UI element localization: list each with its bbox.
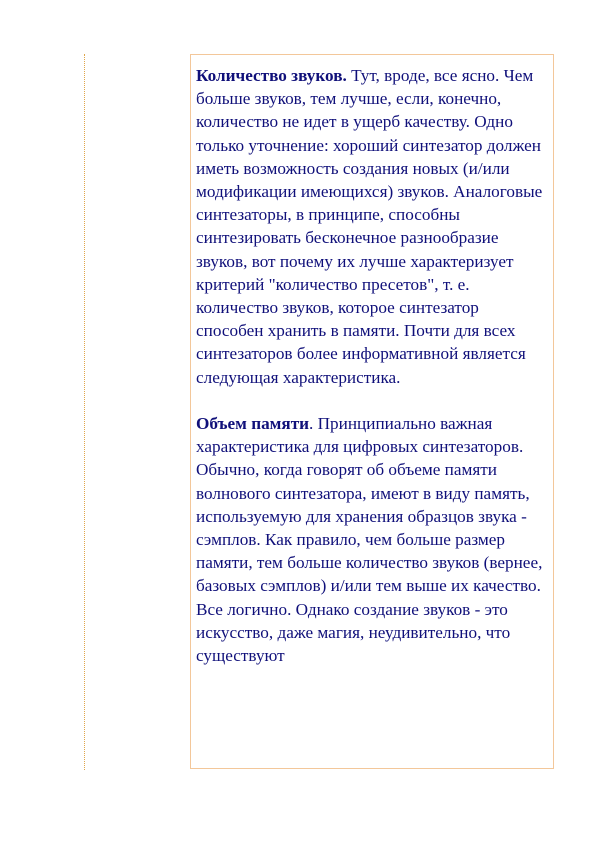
heading-sound-count xyxy=(196,66,347,85)
heading-sound-count-period: . xyxy=(342,66,347,85)
heading-memory-size xyxy=(196,414,309,433)
heading-sound-count-text: Количество звуков xyxy=(196,66,343,85)
paragraph-memory-size xyxy=(196,412,547,667)
margin-rule xyxy=(84,54,85,770)
body-sound-count: Тут, вроде, все ясно. Чем больше звуков, тем лучше, если, конечно, количество не идет в ущерб качеству. Одно только уточнение: хороший синтезатор должен иметь возможность создания новых (и/или модификации имеющихся) звуков. Аналоговые синтезаторы, в принципе, способны синтезировать бесконечное разнообразие звуков, вот почему их лучше характеризует критерий "количество пресетов", т. е. количество звуков, которое синтезатор способен хранить в памяти. Почти для всех синтезаторов более информативной является следующая характеристика. xyxy=(196,66,543,387)
body-memory-size: . Принципиально важная характеристика для цифровых синтезаторов. Обычно, когда говорят об объеме памяти волнового синтезатора, имеют в виду память, используемую для хранения образцов звука - сэмплов. Как правило, чем больше размер памяти, тем больше количество звуков (вернее, базовых сэмплов) и/или тем выше их качество. Все логично. Однако создание звуков - это искусство, даже магия, неудивительно, что существуют xyxy=(196,414,543,666)
text-frame xyxy=(190,54,554,769)
heading-memory-size-text: Объем памяти xyxy=(196,414,310,434)
paragraph-sound-count xyxy=(196,64,547,389)
